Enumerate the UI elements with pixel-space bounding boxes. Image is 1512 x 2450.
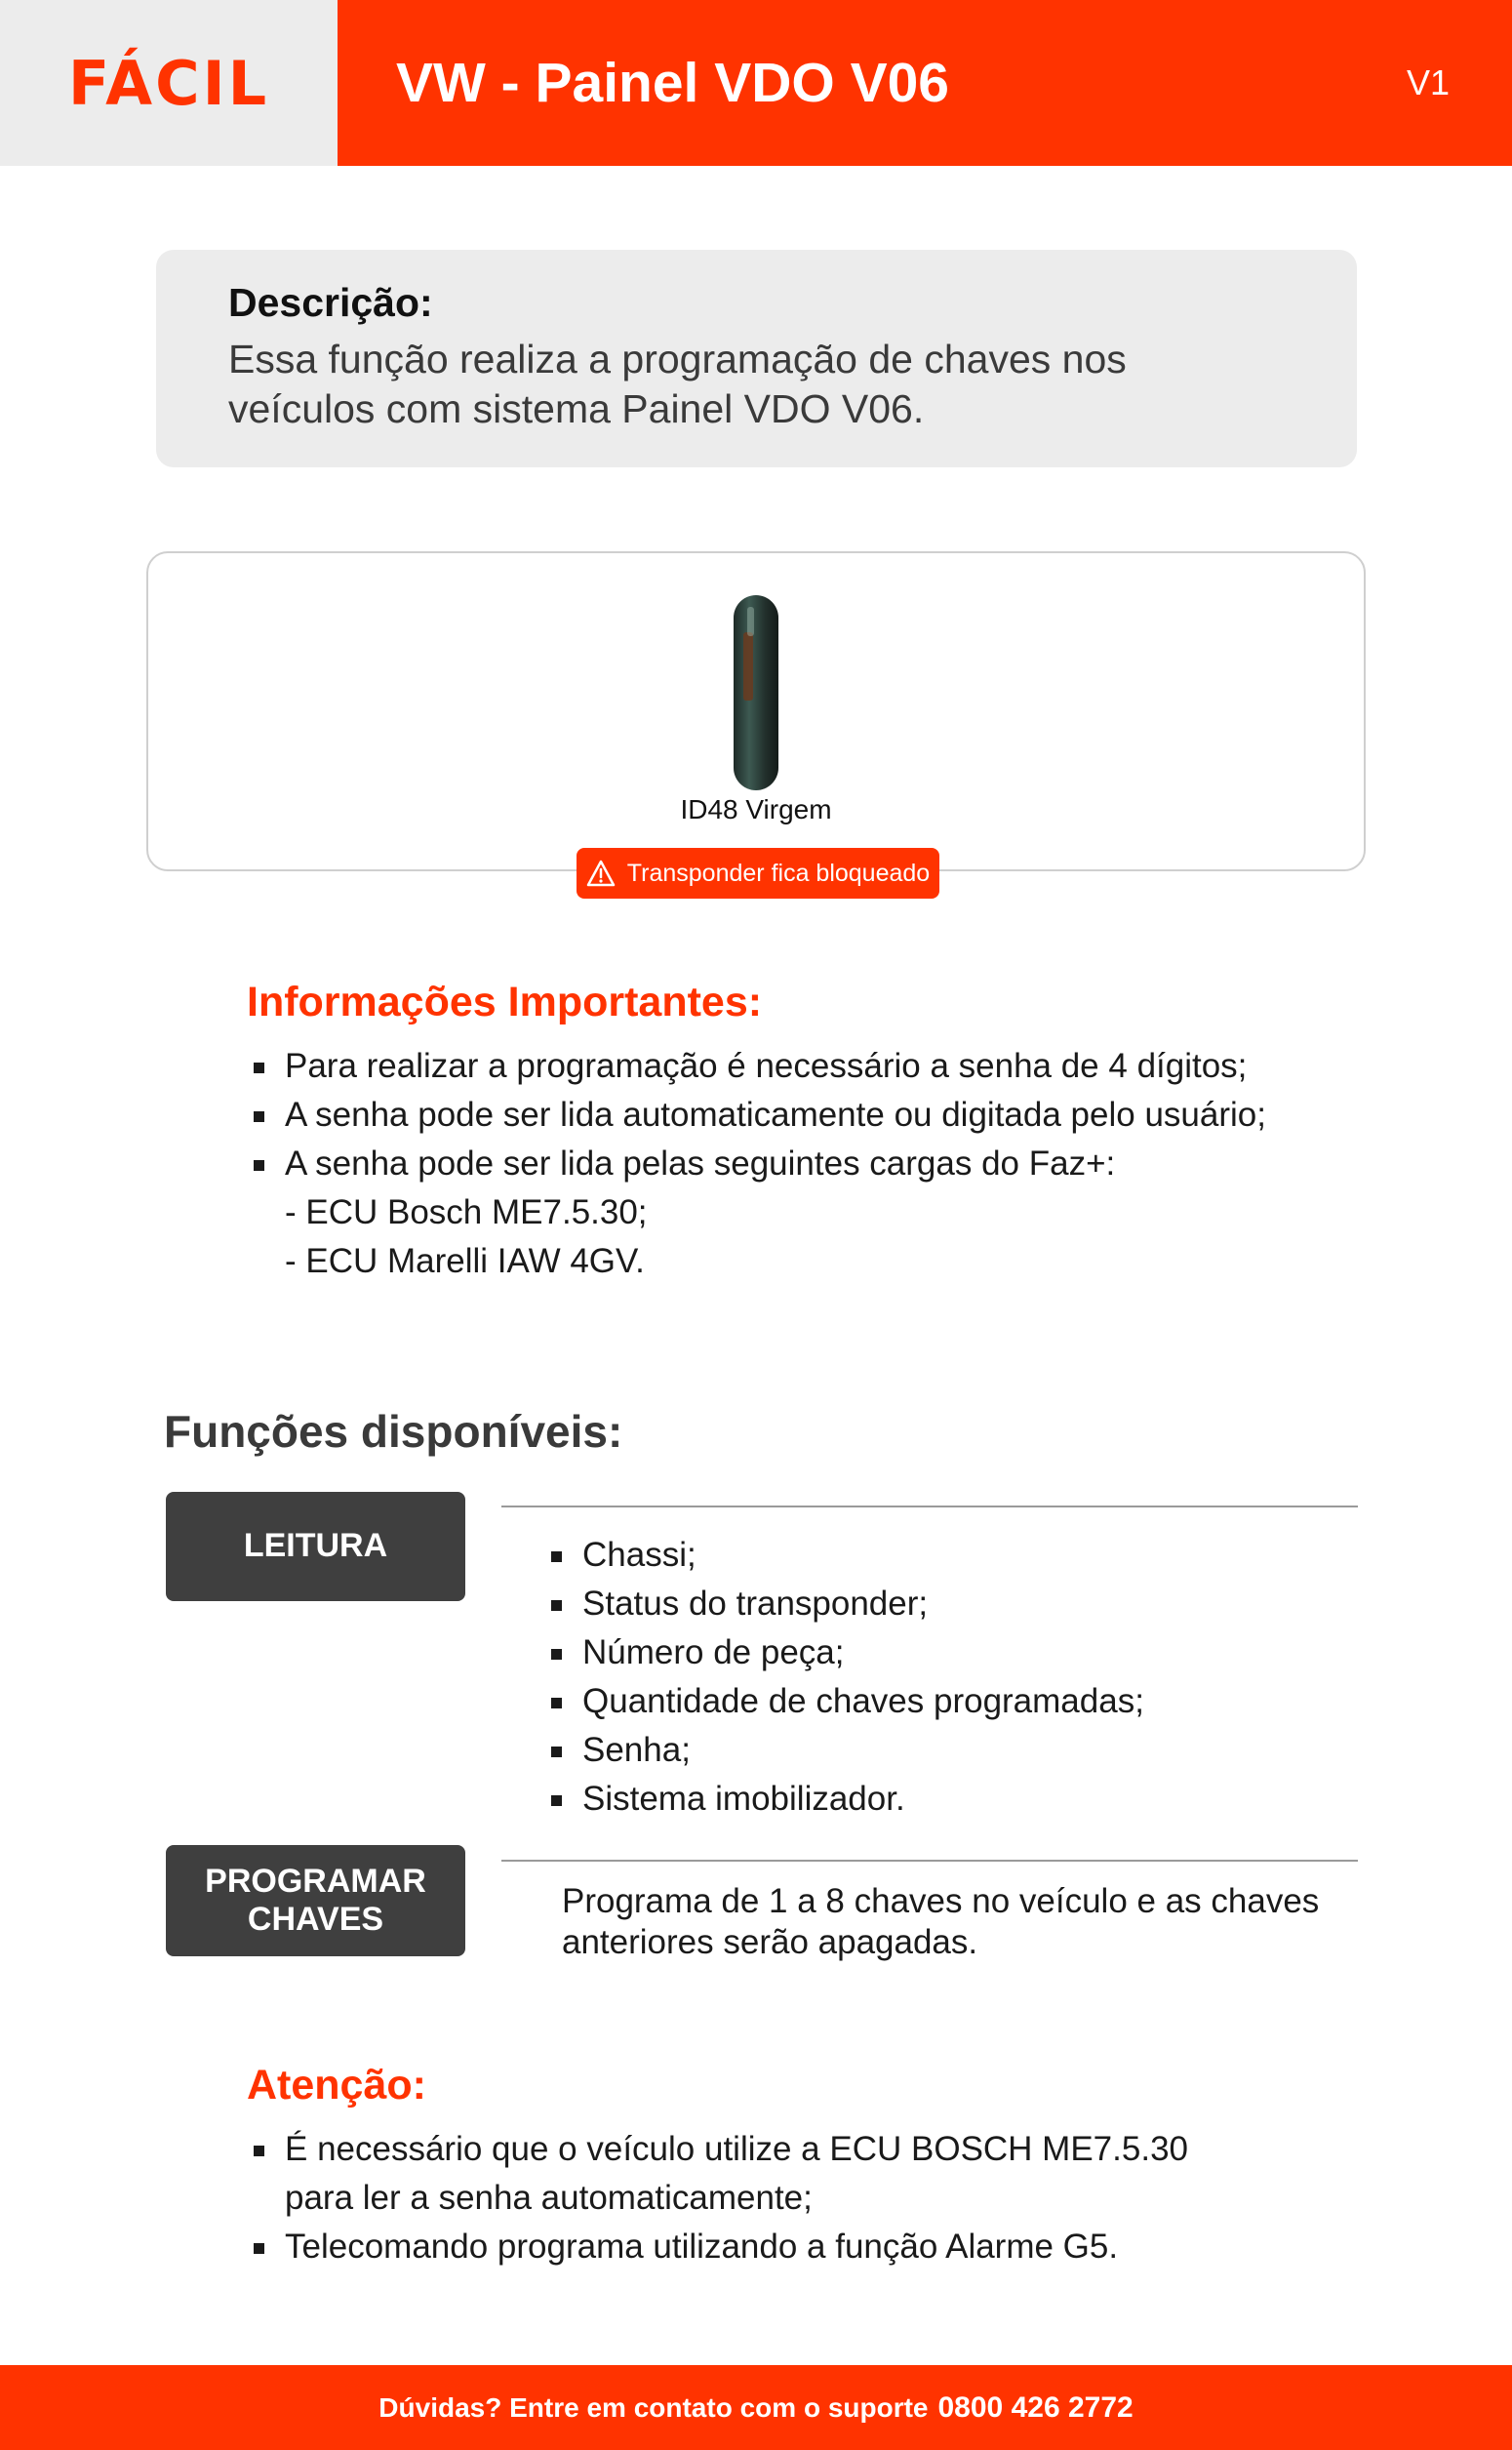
description-text: Essa função realiza a programação de chaves nos veículos com sistema Painel VDO V06. — [228, 337, 1127, 432]
brand-logo: FÁCIL — [67, 47, 270, 119]
attention-list — [254, 2125, 1278, 2271]
important-info-title: Informações Importantes: — [247, 979, 763, 1025]
header — [0, 0, 1512, 166]
version-label: V1 — [1406, 62, 1450, 102]
footer-support-text: Dúvidas? Entre em contato com o suporte — [378, 2391, 929, 2423]
footer — [0, 2365, 1512, 2450]
list-item: Status do transponder; — [551, 1580, 1144, 1628]
functions-title: Funções disponíveis: — [164, 1406, 623, 1457]
transponder-warning-text: Transponder fica bloqueado — [626, 859, 931, 887]
divider — [501, 1860, 1358, 1862]
list-item: Telecomando programa utilizando a função Alarme G5. — [254, 2223, 1278, 2271]
list-item: Sistema imobilizador. — [551, 1775, 1144, 1824]
list-item: Número de peça; — [551, 1628, 1144, 1677]
read-function-label: LEITURA — [243, 1527, 388, 1565]
list-item: Chassi; — [551, 1531, 1144, 1580]
support-phone-link[interactable]: 0800 426 2772 — [937, 2390, 1134, 2424]
title-bar — [338, 0, 1512, 166]
program-keys-label-line1: PROGRAMAR — [205, 1862, 426, 1900]
transponder-chip-image — [732, 593, 780, 792]
description-label: Descrição: — [228, 280, 433, 325]
list-item: Senha; — [551, 1726, 1144, 1775]
program-keys-label — [205, 1863, 426, 1939]
program-keys-button[interactable] — [166, 1845, 465, 1956]
description-panel — [156, 250, 1357, 467]
list-sub-item: - ECU Bosch ME7.5.30; — [285, 1193, 648, 1231]
page-title: VW - Painel VDO V06 — [396, 52, 949, 114]
list-item: Quantidade de chaves programadas; — [551, 1677, 1144, 1726]
read-function-button[interactable] — [166, 1492, 465, 1601]
list-item: É necessário que o veículo utilize a ECU BOSCH ME7.5.30 para ler a senha automaticamente; — [254, 2125, 1249, 2223]
program-keys-label-line2: CHAVES — [247, 1901, 384, 1938]
read-function-list — [551, 1531, 1144, 1824]
transponder-warning-badge — [577, 848, 939, 899]
list-item: Para realizar a programação é necessário a senha de 4 dígitos; — [254, 1042, 1266, 1091]
transponder-label: ID48 Virgem — [680, 794, 832, 824]
divider — [501, 1506, 1358, 1507]
program-keys-description: Programa de 1 a 8 chaves no veículo e as chaves anteriores serão apagadas. — [562, 1882, 1320, 1961]
list-item: A senha pode ser lida pelas seguintes cargas do Faz+: — [254, 1140, 1266, 1188]
attention-title: Atenção: — [247, 2062, 426, 2109]
logo-box — [0, 0, 338, 166]
important-info-list — [254, 1042, 1266, 1286]
warning-triangle-icon — [586, 860, 616, 887]
list-item: A senha pode ser lida automaticamente ou digitada pelo usuário; — [254, 1091, 1266, 1140]
list-sub-item: - ECU Marelli IAW 4GV. — [285, 1242, 645, 1280]
